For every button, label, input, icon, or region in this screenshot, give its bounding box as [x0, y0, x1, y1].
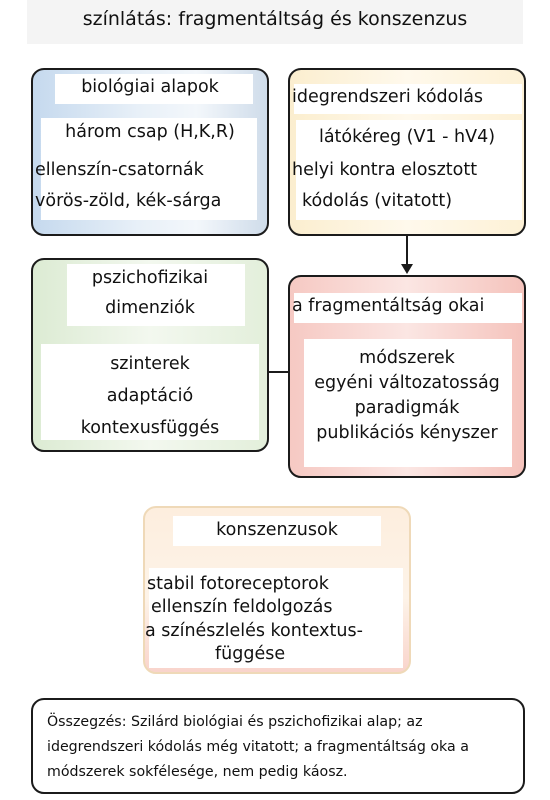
node-line: módszerek [359, 348, 455, 368]
node-line: ellenszín feldolgozás [151, 597, 333, 617]
node-fragmentation-causes [288, 275, 526, 478]
node-line: paradigmák [354, 398, 460, 418]
node-line: helyi kontra elosztott [292, 160, 478, 180]
summary-text: Összegzés: Szilárd biológiai és pszichofizikai alap; az idegrendszeri kódolás még vitatott; a fragmentáltság oka a módszerek sokfélesége, nem pedig káosz. [47, 714, 469, 780]
node-line: stabil fotoreceptorok [147, 574, 329, 594]
node-header: a fragmentáltság okai [292, 296, 485, 316]
node-line: szinterek [110, 354, 190, 374]
node-header: konszenzusok [216, 520, 338, 540]
node-line: függése [215, 644, 286, 664]
node-line: egyéni változatosság [314, 373, 500, 393]
connector-code-to-fragmentation [406, 236, 408, 266]
node-header: idegrendszeri kódolás [292, 87, 484, 107]
connector-psychophysics-fragmentation [269, 371, 288, 373]
node-line: kódolás (vitatott) [302, 191, 453, 211]
node-line: publikációs kényszer [316, 423, 498, 443]
node-neural-coding [288, 68, 526, 236]
diagram-title: színlátás: fragmentáltság és konszenzus [82, 8, 468, 30]
node-header: pszichofizikai [91, 268, 209, 288]
arrow-head [401, 264, 413, 274]
node-line: adaptáció [106, 386, 194, 406]
node-psychophysical-dimensions [31, 258, 269, 452]
node-consensus [143, 506, 411, 674]
summary-box [31, 698, 525, 794]
node-line: látókéreg (V1 - hV4) [318, 127, 496, 147]
node-line: kontexusfüggés [80, 418, 220, 438]
node-header: dimenziók [105, 298, 195, 318]
node-line: a színészlelés kontextus- [145, 621, 363, 641]
node-line: ellenszín-csatornák [35, 160, 204, 180]
node-line: vörös-zöld, kék-sárga [35, 191, 222, 211]
node-header: biológiai alapok [81, 77, 219, 97]
node-biological-basis [31, 68, 269, 236]
node-line: három csap (H,K,R) [65, 122, 235, 142]
